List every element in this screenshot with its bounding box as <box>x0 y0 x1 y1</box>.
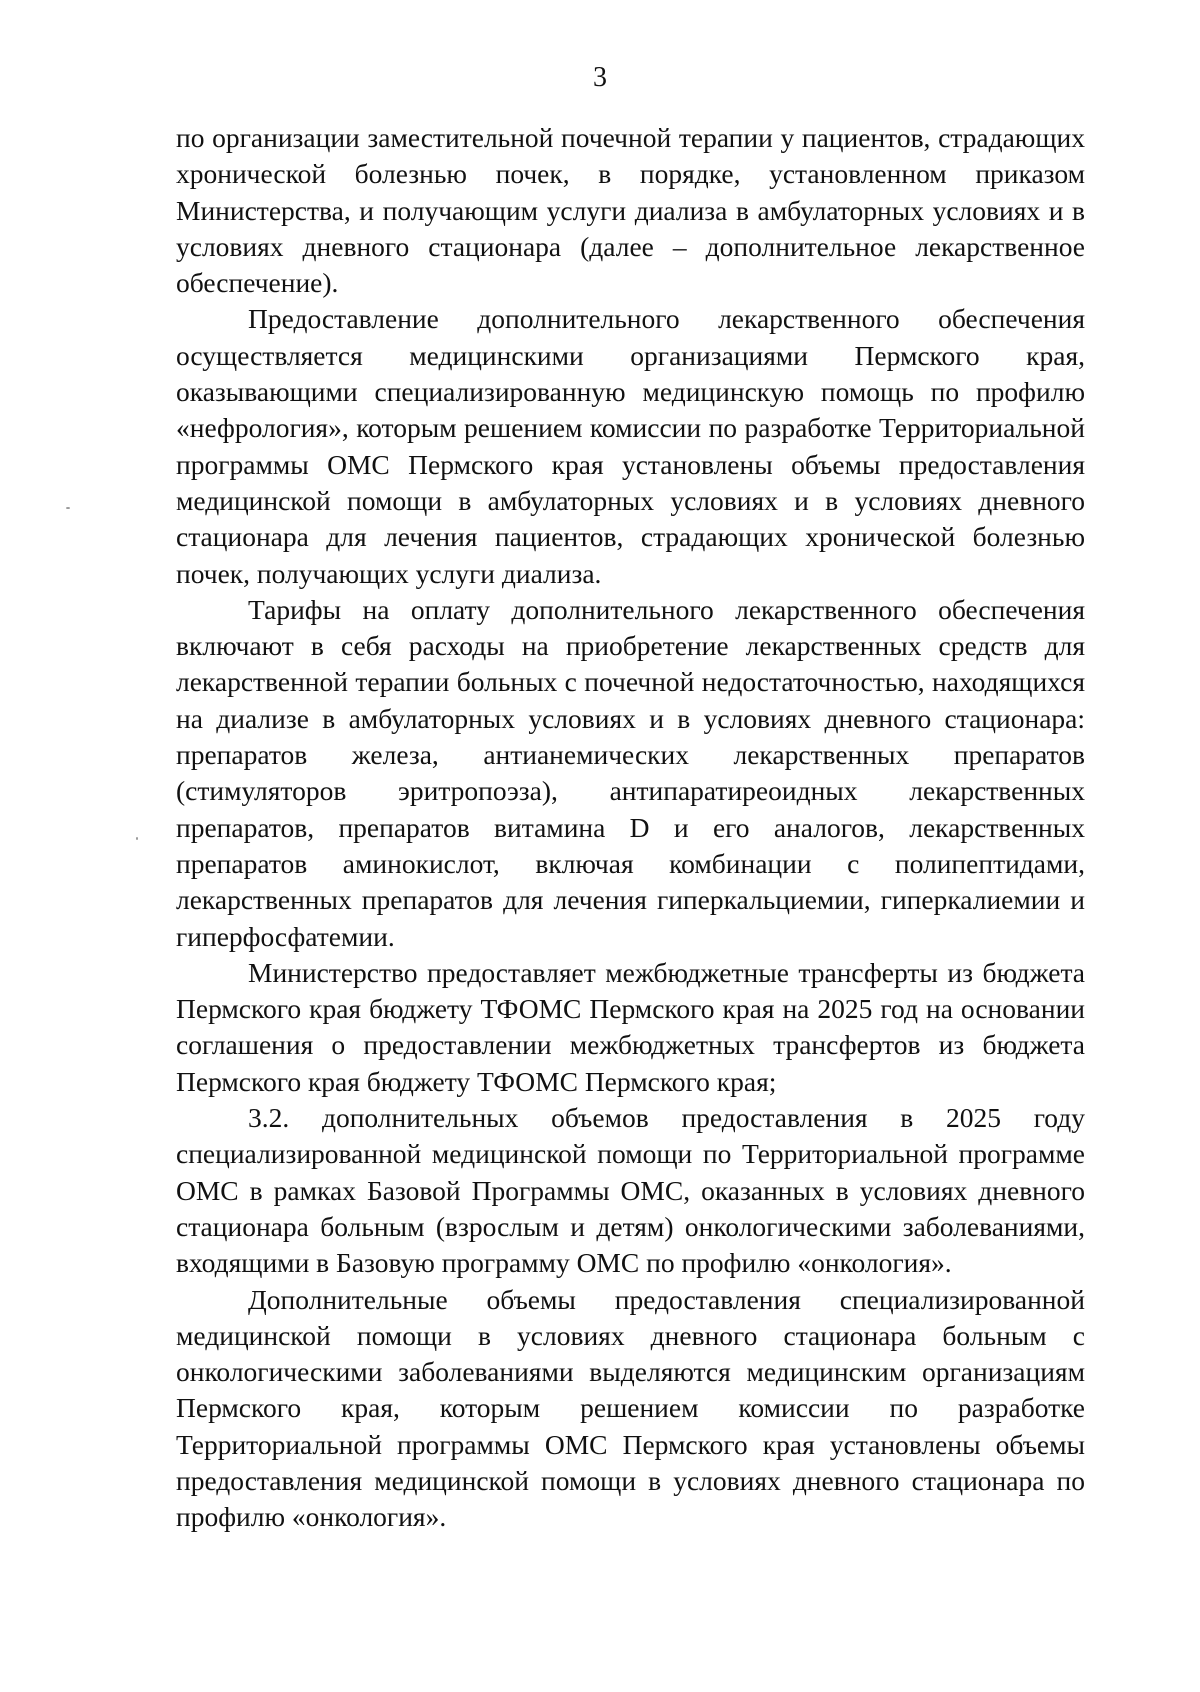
page-number: 3 <box>593 62 607 93</box>
paragraph-dialysis-continuation: по организации заместительной почечной терапии у пациентов, страдающих хронической болезнью почек, в порядке, установленном приказом Министерства, и получающим услуги диализа в амбулаторных условиях и в условиях дневного стационара (далее – дополнительное лекарственное обеспечение). <box>176 122 1085 299</box>
paragraph-transfers: Министерство предоставляет межбюджетные трансферты из бюджета Пермского края бюджету ТФОМС Пермского края на 2025 год на основании соглашения о предоставлении межбюджетных трансфертов из бюджета Пермского края бюджету ТФОМС Пермского края; <box>176 956 1085 1097</box>
paragraph-tariffs: Тарифы на оплату дополнительного лекарственного обеспечения включают в себя расходы на приобретение лекарственных средств для лекарственной терапии больных с почечной недостаточностью, находящихся на диализе в амбулаторных условиях и в условиях дневного стационара: препаратов железа, антианемических лекарственных препаратов (стимуляторов эритропоэза), антипаратиреоидных лекарственных препаратов, препаратов витамина D и его аналогов, лекарственных препаратов аминокислот, включая комбинации с полипептидами, лекарственных препаратов для лечения гиперкальциемии, гиперкалиемии и гиперфосфатемии. <box>176 593 1085 952</box>
paragraph-section-3-2: 3.2. дополнительных объемов предоставления в 2025 году специализированной медицинской помощи по Территориальной программе ОМС в рамках Базовой Программы ОМС, оказанных в условиях дневного стационара больным (взрослым и детям) онкологическими заболеваниями, входящими в Базовую программу ОМС по профилю «онкология». <box>176 1102 1085 1279</box>
scan-speck <box>66 507 70 509</box>
scan-speck <box>136 837 138 840</box>
document-body <box>176 120 1085 1536</box>
paragraph-provision: Предоставление дополнительного лекарственного обеспечения осуществляется медицинскими организациями Пермского края, оказывающими специализированную медицинскую помощь по профилю «нефрология», которым решением комиссии по разработке Территориальной программы ОМС Пермского края установлены объемы предоставления медицинской помощи в амбулаторных условиях и в условиях дневного стационара для лечения пациентов, страдающих хронической болезнью почек, получающих услуги диализа. <box>176 303 1085 589</box>
paragraph-oncology-volumes: Дополнительные объемы предоставления специализированной медицинской помощи в условиях дневного стационара больным с онкологическими заболеваниями выделяются медицинским организациям Пермского края, которым решением комиссии по разработке Территориальной программы ОМС Пермского края установлены объемы предоставления медицинской помощи в условиях дневного стационара по профилю «онкология». <box>176 1283 1085 1533</box>
